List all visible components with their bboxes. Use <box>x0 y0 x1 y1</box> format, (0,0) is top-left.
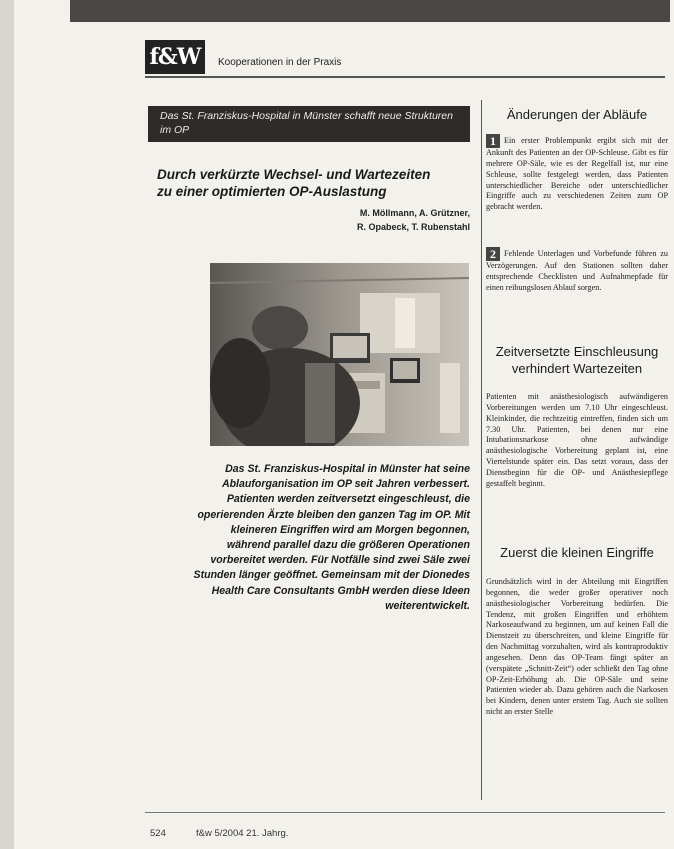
section-label: Kooperationen in der Praxis <box>218 57 342 68</box>
footer-rule <box>145 812 665 813</box>
paragraph-einschleusung: Patienten mit anästhesiologisch aufwändigeren Vorbereitungen werden um 7.10 Uhr eingeschleust. Kleinkinder, die rechtzeitig eintreffen, finden sich um 7.30 Uhr. Patienten, bei denen nur eine Intubationsnarkose ohne aufwändige anästhesiologische Vorbereitung geplant ist, eine Viertelstunde später ein. Das setzt voraus, dass der Dienstbeginn für die OP- und Anästhesiepflege gestaffelt beginnt. <box>486 392 668 488</box>
article-title <box>157 166 467 200</box>
column-divider <box>481 100 482 800</box>
article-abstract: Das St. Franziskus-Hospital in Münster hat seine Ablauforganisation im OP seit Jahren verbessert. Patienten werden zeitversetzt eingeschleust, die operierenden Ärzte bleiben den ganzen Tag im OP. Mit kleineren Eingriffen wird am Morgen begonnen, während parallel dazu die größeren Operationen vorbereitet werden. Für Notfälle sind zwei Säle zwei Stunden länger geöffnet. Gemeinsam mit der Dionedes Health Care Consultants GmbH werden diese Ideen weiterentwickelt. <box>193 463 470 612</box>
section-heading <box>486 544 668 561</box>
authors-line: M. Möllmann, A. Grützner, <box>359 208 470 218</box>
section-heading <box>486 106 668 123</box>
item-1-text: Ein erster Problempunkt ergibt sich mit der Ankunft des Patienten an der OP-Schleuse. Gibt es für mehrere OP-Säle, wie es der Regelfall ist, nur eine Schleuse, sollte festgelegt werden, dass Patienten unterschiedlicher Bereiche oder unterschiedlicher Eingriffe auch zu verschiedenen Zeiten zum OP gebracht werden. <box>486 136 668 212</box>
article-banner: Das St. Franziskus-Hospital in Münster schafft neue Strukturen im OP <box>148 106 470 142</box>
journal-logo: f&W <box>145 40 205 74</box>
scan-top-edge <box>70 0 670 22</box>
heading-kleine-eingriffe: Zuerst die kleinen Eingriffe <box>500 545 654 560</box>
header-rule <box>145 76 665 78</box>
heading-zeitversetzte-line: verhindert Wartezeiten <box>511 361 643 376</box>
title-line: Durch verkürzte Wechsel- und Wartezeiten <box>157 167 431 182</box>
operating-room-photo <box>210 263 469 446</box>
title-line: zu einer optimierten OP-Auslastung <box>157 184 387 199</box>
authors <box>250 206 470 234</box>
page-number: 524 <box>150 828 166 839</box>
heading-zeitversetzte-line: Zeitversetzte Einschleusung <box>495 344 659 359</box>
item-1 <box>486 134 668 213</box>
item-2 <box>486 247 668 294</box>
photo-illustration <box>210 263 469 446</box>
paragraph-eingriffe: Grundsätzlich wird in der Abteilung mit Eingriffen begonnen, die weder großer operativer noch anästhesiologischer Vorbereitung bedürfen. Die Tendenz, mit großen Eingriffen und erhöhtem Narkoseaufwand zu beginnen, um auf keinen Fall die Dienstzeit zu überschreiten, und kleine Eingriffe für den Nachmittag vorzuhalten, wird als kontraproduktiv angesehen. Denn das OP-Team fängt später an (verspätete „Schnitt-Zeit“) oder schließt den Tag ohne OP-Zeit-Erhöhung ab. Die OP-Säle und seine Patienten wieder ab. Dazu gehören auch die Narkosen bei Kindern, denen unter erstem Tag. Auch sie sollten nicht an erster Stelle <box>486 577 668 717</box>
number-2-badge: 2 <box>486 247 500 261</box>
section-heading <box>486 343 668 377</box>
number-1-badge: 1 <box>486 134 500 148</box>
journal-issue: f&w 5/2004 21. Jahrg. <box>196 828 289 839</box>
heading-aenderungen: Änderungen der Abläufe <box>506 107 648 122</box>
authors-line: R. Opabeck, T. Rubenstahl <box>356 222 470 232</box>
item-2-text: Fehlende Unterlagen und Vorbefunde führen zu Verzögerungen. Auf den Stationen sollten daher entsprechende Checklisten und Aufnahmepfade für einen reibungslosen Ablauf sorgen. <box>486 249 668 292</box>
